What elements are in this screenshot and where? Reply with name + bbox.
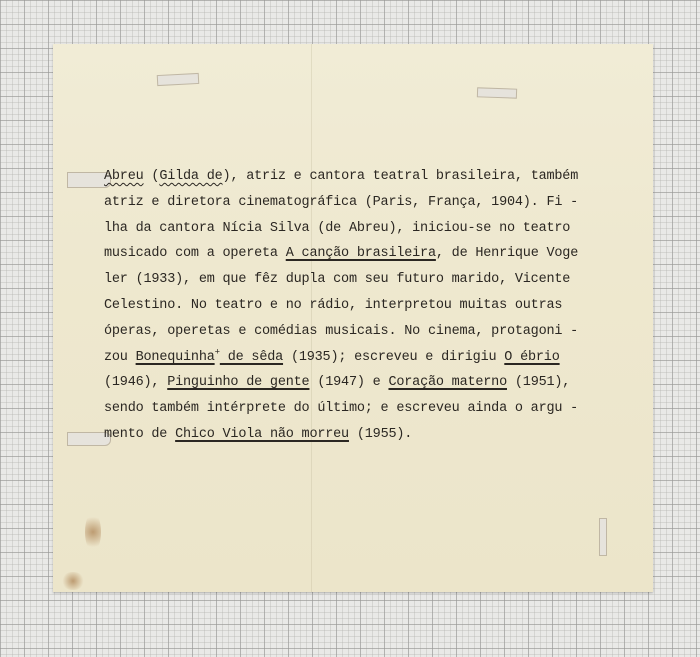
text-segment: mento de (104, 426, 176, 442)
rust-stain-bottom-left (61, 572, 85, 590)
text-line (104, 169, 578, 184)
text-line (104, 324, 578, 339)
text-line (104, 298, 562, 313)
text-line (104, 272, 570, 287)
text-line (104, 246, 578, 261)
text-segment: sendo também intérprete do último; e escreveu ainda o argu - (104, 401, 579, 417)
emphasized-segment: O ébrio (504, 349, 560, 365)
text-segment: (1951), (507, 375, 571, 391)
text-line (104, 375, 570, 390)
text-line (104, 221, 570, 236)
text-segment: ), atriz e cantora teatral brasileira, também (222, 169, 579, 184)
emphasized-segment: + (214, 347, 220, 358)
text-segment: lha da cantora Nícia Silva (de Abreu), iniciou-se no teatro (104, 220, 571, 236)
emphasized-segment: Chico Viola não morreu (175, 426, 349, 442)
text-line (104, 347, 560, 365)
text-segment: (1946), (104, 375, 168, 391)
text-segment: (1947) e (309, 375, 389, 391)
emphasized-segment: Bonequinha (135, 349, 215, 365)
text-segment: (1935); escreveu e dirigiu (283, 349, 505, 365)
text-segment: musicado com a opereta (104, 246, 286, 262)
typewritten-card (53, 44, 653, 592)
text-segment: ( (143, 169, 160, 184)
staple-hole-top-right (477, 87, 517, 98)
tear-bottom-right (599, 518, 607, 556)
text-segment: zou (104, 349, 136, 365)
text-segment: , de Henrique Voge (435, 246, 579, 262)
text-line (104, 427, 412, 442)
emphasized-segment: A canção brasileira (285, 246, 436, 262)
text-line (104, 195, 578, 210)
text-segment: óperas, operetas e comédias musicais. No cinema, protagoni - (104, 323, 579, 339)
emphasized-segment: Pinguinho de gente (167, 375, 310, 391)
emphasized-segment: Gilda de (159, 169, 223, 184)
typewritten-body-text (104, 164, 644, 448)
emphasized-segment: Abreu (104, 169, 144, 184)
text-segment: ler (1933), em que fêz dupla com seu futuro marido, Vicente (104, 272, 571, 288)
emphasized-segment: Coração materno (388, 375, 507, 391)
emphasized-segment: de sêda (219, 349, 284, 365)
text-segment: (1955). (348, 426, 413, 442)
text-segment: Celestino. No teatro e no rádio, interpretou muitas outras (104, 297, 563, 313)
text-segment: atriz e diretora cinematográfica (Paris, França, 1904). Fi - (104, 194, 579, 210)
staple-hole-top-left (157, 73, 200, 86)
rust-stain-left (85, 512, 101, 552)
text-line (104, 401, 578, 416)
